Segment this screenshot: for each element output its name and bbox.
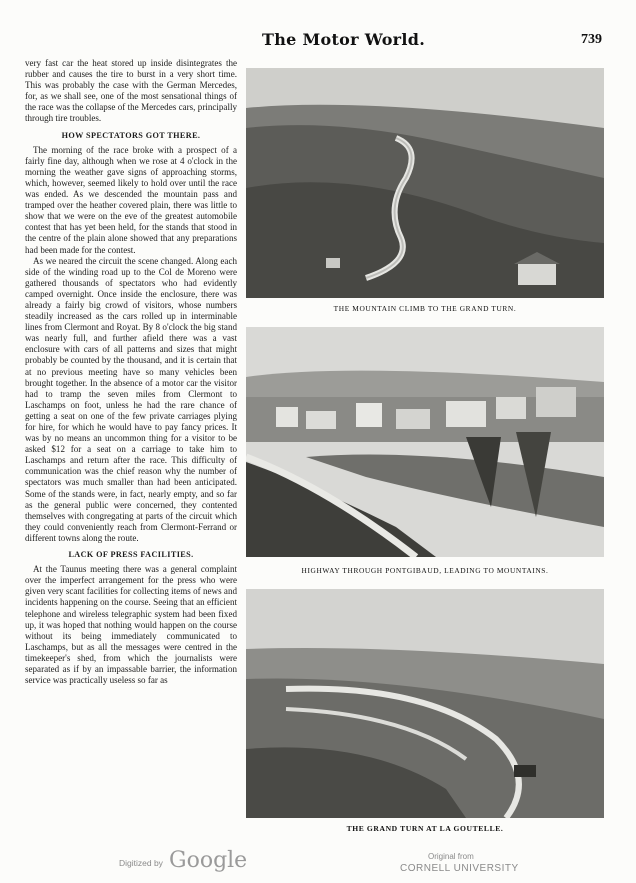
photo-mountain-climb — [246, 68, 604, 298]
section-heading: LACK OF PRESS FACILITIES. — [68, 550, 194, 560]
digitized-label: Digitized by — [119, 858, 163, 868]
masthead: The Motor World. — [262, 30, 426, 49]
photo-caption: THE MOUNTAIN CLIMB TO THE GRAND TURN. — [333, 304, 517, 313]
section-heading: HOW SPECTATORS GOT THERE. — [61, 130, 201, 140]
page-number: 739 — [581, 32, 602, 47]
institution-label: CORNELL UNIVERSITY — [400, 863, 519, 874]
photo-caption: HIGHWAY THROUGH PONTGIBAUD, LEADING TO MOUNTAINS. — [301, 566, 549, 575]
scan-footer — [0, 846, 636, 876]
article-column — [25, 58, 237, 686]
photo-grand-turn — [246, 589, 604, 818]
paragraph: very fast car the heat stored up inside disintegrates the rubber and causes the tire to burst in a very short time. This was probably the case with the German Mercedes, for, as we shall see, one of the most sensational things of the race was the collapse of the Mercedes cars, principally through tire troubles. — [25, 58, 237, 124]
original-from-label: Original from — [428, 852, 474, 861]
paragraph: As we neared the circuit the scene changed. Along each side of the winding road up to the Col de Moreno were gathered thousands of spectators who had evidently camped overnight. Once inside the enclosure, there was already a fairly big crowd of visitors, whose numbers steadily increased as the cars rolled up in interminable lines from Clermont and Royat. By 8 o'clock the big stand was nearly full, and further afield there was a vast enclosure with cars of all patterns and sizes that might probably be counted by the thousand, and it is certain that at no previous meeting have so many vehicles been brought together. In the absence of a motor car the visitor had to tramp the seven miles from Clermont to Laschamps on foot, unless he had the rare chance of getting a seat on one of the few private carriages plying for hire, for which he would have to pay fancy prices. It was by no means an uncommon thing for a visitor to be asked $12 for a seat on a carriage to take him to Laschamps and return after the race. This difficulty of communication was the chief reason why the number of spectators was much smaller than had been anticipated. Some of the stands were, in fact, nearly empty, and so far as the general public were concerned, they contented themselves with congregating at parts of the circuit which they could conveniently reach from Clermont-Ferrand or different towns along the route. — [25, 255, 237, 543]
photo-caption: THE GRAND TURN AT LA GOUTELLE. — [346, 824, 504, 833]
photo-pontgibaud — [246, 327, 604, 557]
google-logo: Google — [169, 848, 248, 873]
paragraph: At the Taunus meeting there was a general complaint over the imperfect arrangement for the press who were given very scant facilities for collecting items of news and incidents happening on the course. Seeing that an efficient telephone and wireless telegraphic system had been fixed up, it was hoped that nothing would happen on the course without its being immediately communicated to Laschamps, but as all the messages were centred in the timekeeper's shed, from which the journalists were separated as if by an impassable barrier, the information service was practically useless so far as — [25, 564, 237, 686]
paragraph: The morning of the race broke with a prospect of a fairly fine day, although when we rose at 4 o'clock in the morning the weather gave signs of approaching storms, which, however, seemed likely to hold over until the race was ended. As we descended the mountain pass and tramped over the heather covered plain, there was little to show that we were on the eve of the greatest automobile contest that has yet been held, for the stands that stood in the centre of the plain alone showed that any preparations had been made for the contest. — [25, 144, 237, 255]
